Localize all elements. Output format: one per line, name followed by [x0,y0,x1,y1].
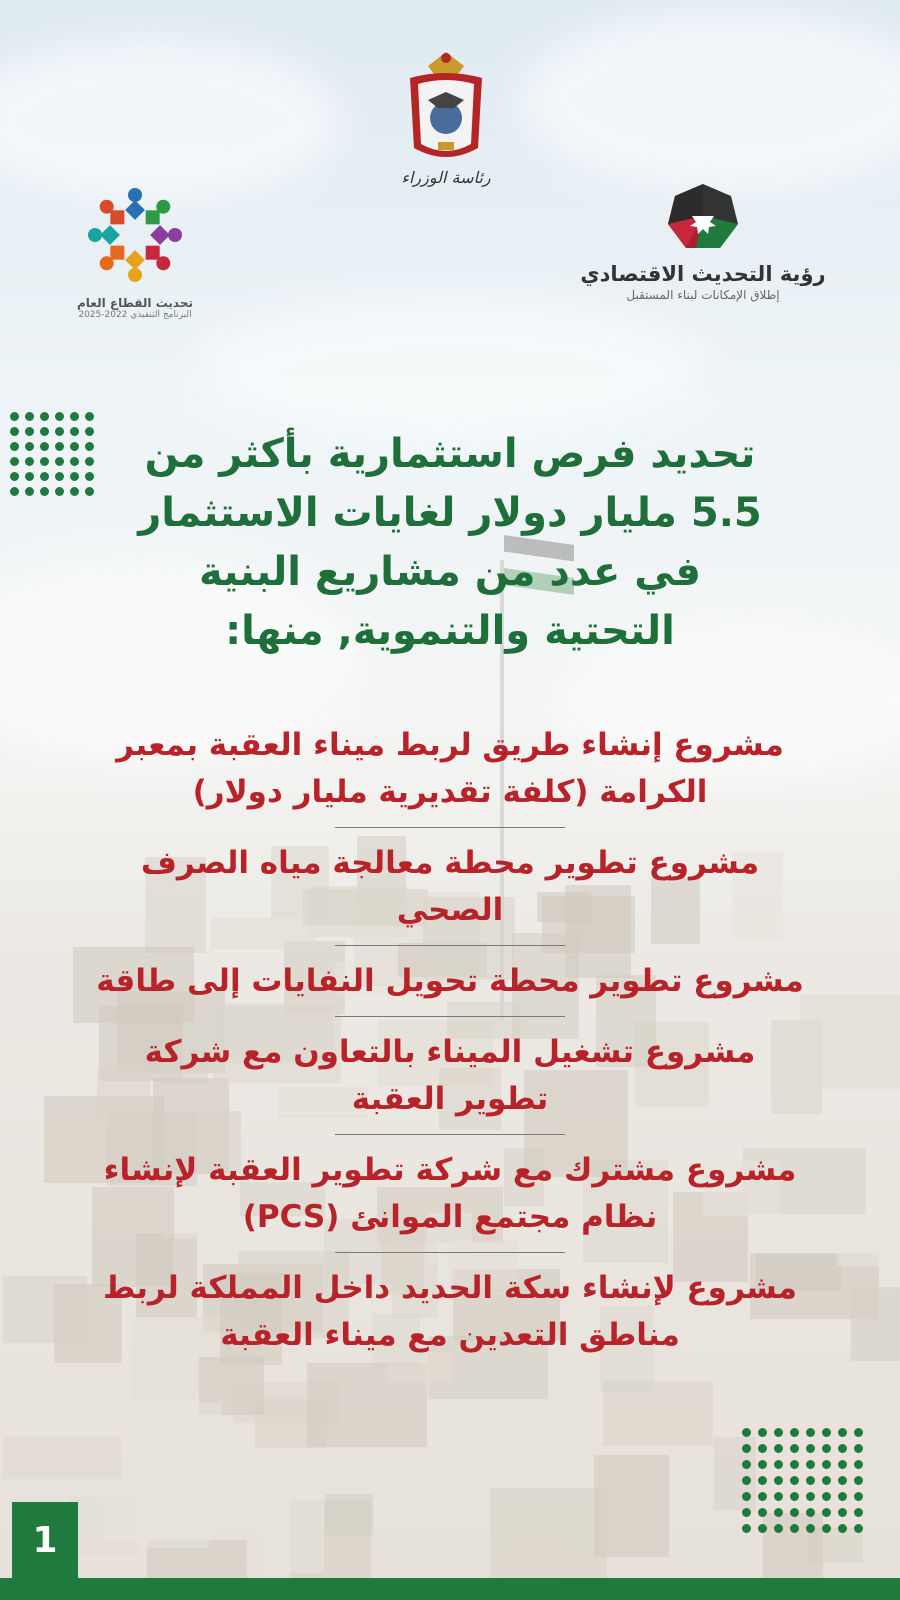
dot [806,1460,815,1469]
headline [90,425,810,661]
project-line: مشروع تشغيل الميناء بالتعاون مع شركة [144,1034,756,1070]
logo-right-title: رؤية التحديث الاقتصادي [580,262,826,286]
dot [822,1460,831,1469]
dot [742,1492,751,1501]
divider [335,1252,565,1253]
dot [40,457,49,466]
dot [790,1508,799,1517]
dot [838,1524,847,1533]
dot-pattern-bottom-right [742,1428,863,1533]
dot [55,442,64,451]
project-line: نظام مجتمع الموانئ (PCS) [242,1199,658,1235]
dot [742,1508,751,1517]
dot [70,487,79,496]
dot [854,1524,863,1533]
project-item [40,1029,860,1123]
dot [822,1524,831,1533]
dot [25,457,34,466]
dot [854,1508,863,1517]
dot [40,412,49,421]
project-line: مشروع تطوير محطة معالجة مياه الصرف [140,845,760,881]
dot [742,1428,751,1437]
dot [822,1428,831,1437]
logo-left-subtitle: البرنامج التنفيذي 2022-2025 [78,310,192,320]
dot [854,1428,863,1437]
project-line: الكرامة (كلفة تقديرية مليار دولار) [192,774,708,810]
dot [85,412,94,421]
dot-pattern-top-left [10,412,94,496]
economic-modernization-vision-logo [578,182,828,302]
building [146,1403,221,1496]
dot [806,1508,815,1517]
dot [10,412,19,421]
headline-line: 5.5 مليار دولار لغايات الاستثمار [138,490,762,536]
project-item [40,722,860,816]
dot [742,1476,751,1485]
dot [10,442,19,451]
dot [742,1524,751,1533]
dot [790,1476,799,1485]
dot [806,1492,815,1501]
project-line: مشروع إنشاء طريق لربط ميناء العقبة بمعبر [116,727,784,763]
dot [822,1476,831,1485]
dot [55,412,64,421]
dot [758,1460,767,1469]
dot [70,427,79,436]
dot [40,487,49,496]
dot [55,472,64,481]
dot [70,442,79,451]
project-line: الصحي [396,892,504,928]
dot [838,1508,847,1517]
dot [774,1444,783,1453]
project-item [40,1265,860,1359]
dot [758,1444,767,1453]
dot [40,427,49,436]
divider [335,945,565,946]
headline-line: في عدد من مشاريع البنية [199,549,701,595]
dot [10,427,19,436]
dot [758,1492,767,1501]
dot [854,1460,863,1469]
royal-crest [396,48,496,187]
dot [822,1444,831,1453]
dot [838,1476,847,1485]
dot [838,1444,847,1453]
building [603,1381,714,1445]
public-sector-modernization-logo [70,180,200,320]
dot [854,1492,863,1501]
building [594,1455,669,1557]
dot [774,1476,783,1485]
dot [774,1428,783,1437]
dot [25,472,34,481]
dot [25,412,34,421]
dot [55,487,64,496]
logo-right-subtitle: إطلاق الإمكانات لبناء المستقبل [626,288,780,302]
dot [774,1492,783,1501]
dot [742,1444,751,1453]
headline-line: تحديد فرص استثمارية بأكثر من [144,431,756,477]
dot [70,412,79,421]
dot [774,1460,783,1469]
dot [838,1460,847,1469]
dot [758,1508,767,1517]
dot [25,427,34,436]
project-line: مناطق التعدين مع ميناء العقبة [220,1317,680,1353]
dot [822,1508,831,1517]
dot [854,1476,863,1485]
dot [25,487,34,496]
dot [838,1492,847,1501]
dot [25,442,34,451]
project-line: مشروع مشترك مع شركة تطوير العقبة لإنشاء [103,1152,797,1188]
project-item [40,958,860,1005]
page-number-badge: 1 [12,1502,78,1578]
dot [10,457,19,466]
building [490,1488,606,1578]
dot [838,1428,847,1437]
coat-of-arms-icon [398,48,494,168]
dot [55,457,64,466]
dot [806,1476,815,1485]
divider [335,827,565,828]
project-item [40,840,860,934]
projects-list [40,722,860,1359]
headline-line: التحتية والتنموية, منها: [225,608,675,654]
dot [758,1524,767,1533]
dot [10,472,19,481]
dot [822,1492,831,1501]
bottom-bar [0,1578,900,1600]
project-item [40,1147,860,1241]
divider [335,1016,565,1017]
building [325,1494,373,1535]
crest-caption: رئاسة الوزراء [401,168,491,187]
logo-left-title: تحديث القطاع العام [77,296,193,310]
dot [55,427,64,436]
dot [10,487,19,496]
building [137,1493,209,1549]
dot [790,1492,799,1501]
dot [70,472,79,481]
dot [790,1524,799,1533]
dot [40,472,49,481]
dot [758,1428,767,1437]
dot [742,1460,751,1469]
dot [70,457,79,466]
project-line: مشروع لإنشاء سكة الحديد داخل المملكة لربط [103,1270,797,1306]
dot [806,1524,815,1533]
project-line: تطوير العقبة [351,1081,549,1117]
heptagon-star-icon [666,182,740,252]
dot [854,1444,863,1453]
dot [790,1460,799,1469]
dot [790,1428,799,1437]
dot [774,1508,783,1517]
building [263,1484,324,1573]
dot [806,1444,815,1453]
dot [806,1428,815,1437]
dot [40,442,49,451]
building [3,1436,122,1479]
dot [790,1444,799,1453]
project-line: مشروع تطوير محطة تحويل النفايات إلى طاقة [96,963,804,999]
dot [758,1476,767,1485]
people-circle-icon [80,180,190,290]
divider [335,1134,565,1135]
dot [774,1524,783,1533]
